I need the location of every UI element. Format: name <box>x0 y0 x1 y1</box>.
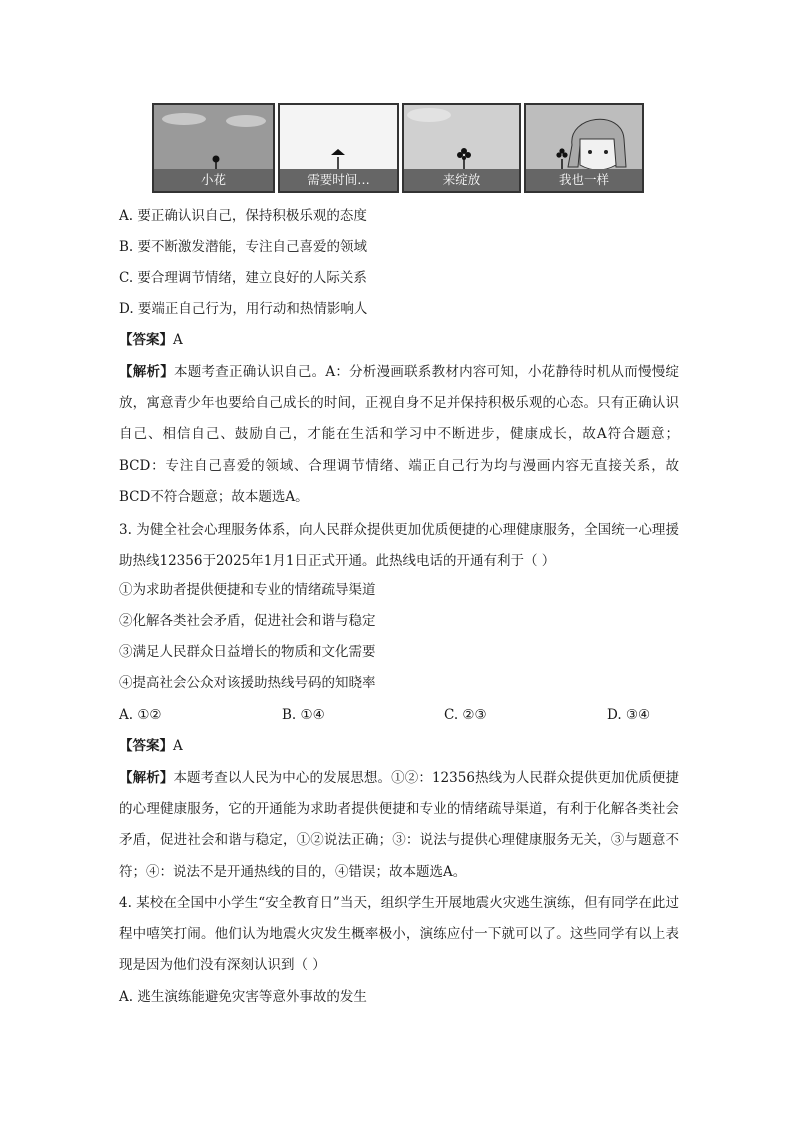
q2-analysis-text: 本题考查正确认识自己。A：分析漫画联系教材内容可知，小花静待时机从而慢慢绽放，寓意青少年也要给自己成长的时间，正视自身不足并保持积极乐观的心态。只有正确认识自己、相信自己、鼓励自己，才能在生活和学习中不断进步，健康成长，故A符合题意；BCD：专注自己喜爱的领域、合理调节情绪、端正自己行为均与漫画内容无直接关系，故BCD不符合题意；故本题选A。 <box>119 364 680 505</box>
q3-statement-4: ④提高社会公众对该援助热线号码的知晓率 <box>119 675 376 691</box>
q3-statement-2: ②化解各类社会矛盾，促进社会和谐与稳定 <box>119 613 376 629</box>
q2-analysis-label: 【解析】 <box>119 364 175 380</box>
q2-option-b: B. 要不断激发潜能，专注自己喜爱的领域 <box>119 239 368 255</box>
q3-option-c: C. ②③ <box>444 707 487 723</box>
q3-analysis-text: 本题考查以人民为中心的发展思想。①②：12356热线为人民群众提供更加优质便捷的心理健康服务，它的开通能为求助者提供便捷和专业的情绪疏导渠道，有利于化解各类社会矛盾，促进社会和谐与稳定，①②说法正确；③：说法与提供心理健康服务无关，③与题意不符；④：说法不是开通热线的目的，④错误；故本题选A。 <box>119 770 680 880</box>
girl-with-flower-icon <box>526 105 644 175</box>
q3-statement-1: ①为求助者提供便捷和专业的情绪疏导渠道 <box>119 582 376 598</box>
q4-stem: 4. 某校在全国中小学生“安全教育日”当天，组织学生开展地震火灾逃生演练，但有同学在此过程中嘻笑打闹。他们认为地震火灾发生概率极小，演练应付一下就可以了。这些同学有以上表现是因为他们没有深刻认识到（ ） <box>119 895 679 974</box>
comic-panel-4 <box>524 103 644 193</box>
q2-option-c: C. 要合理调节情绪，建立良好的人际关系 <box>119 270 367 286</box>
q3-options <box>119 705 679 725</box>
q3-option-b: B. ①④ <box>282 707 325 723</box>
comic-panel-1 <box>152 103 275 193</box>
q2-analysis <box>119 357 679 513</box>
flower-growing-icon <box>280 105 399 175</box>
q4-option-a: A. 逃生演练能避免灾害等意外事故的发生 <box>119 989 367 1005</box>
q2-answer <box>119 330 183 350</box>
comic-panel-3 <box>402 103 521 193</box>
flower-blooming-icon <box>404 105 521 175</box>
comic-caption-2: 需要时间… <box>280 169 397 191</box>
comic-panel-2 <box>278 103 399 193</box>
comic-caption-1: 小花 <box>154 169 273 191</box>
flower-bud-icon <box>154 105 275 175</box>
q2-option-d: D. 要端正自己行为，用行动和热情影响人 <box>119 301 368 317</box>
q3-analysis-label: 【解析】 <box>119 770 174 786</box>
q3-answer-label: 【答案】 <box>119 738 173 754</box>
q3-option-a: A. ①② <box>119 707 162 723</box>
q3-answer <box>119 736 183 756</box>
comic-strip <box>152 103 644 193</box>
q2-answer-label: 【答案】 <box>119 332 173 348</box>
q3-analysis <box>119 763 679 888</box>
q2-option-a: A. 要正确认识自己，保持积极乐观的态度 <box>119 208 367 224</box>
q3-stem: 3. 为健全社会心理服务体系，向人民群众提供更加优质便捷的心理健康服务，全国统一心理援助热线12356于2025年1月1日正式开通。此热线电话的开通有利于（ ） <box>119 522 679 570</box>
q3-answer-value: A <box>173 738 183 754</box>
q3-option-d: D. ③④ <box>607 707 651 723</box>
comic-caption-4: 我也一样 <box>526 169 642 191</box>
q3-statement-3: ③满足人民群众日益增长的物质和文化需要 <box>119 644 376 660</box>
q2-answer-value: A <box>173 332 183 348</box>
comic-caption-3: 来绽放 <box>404 169 519 191</box>
